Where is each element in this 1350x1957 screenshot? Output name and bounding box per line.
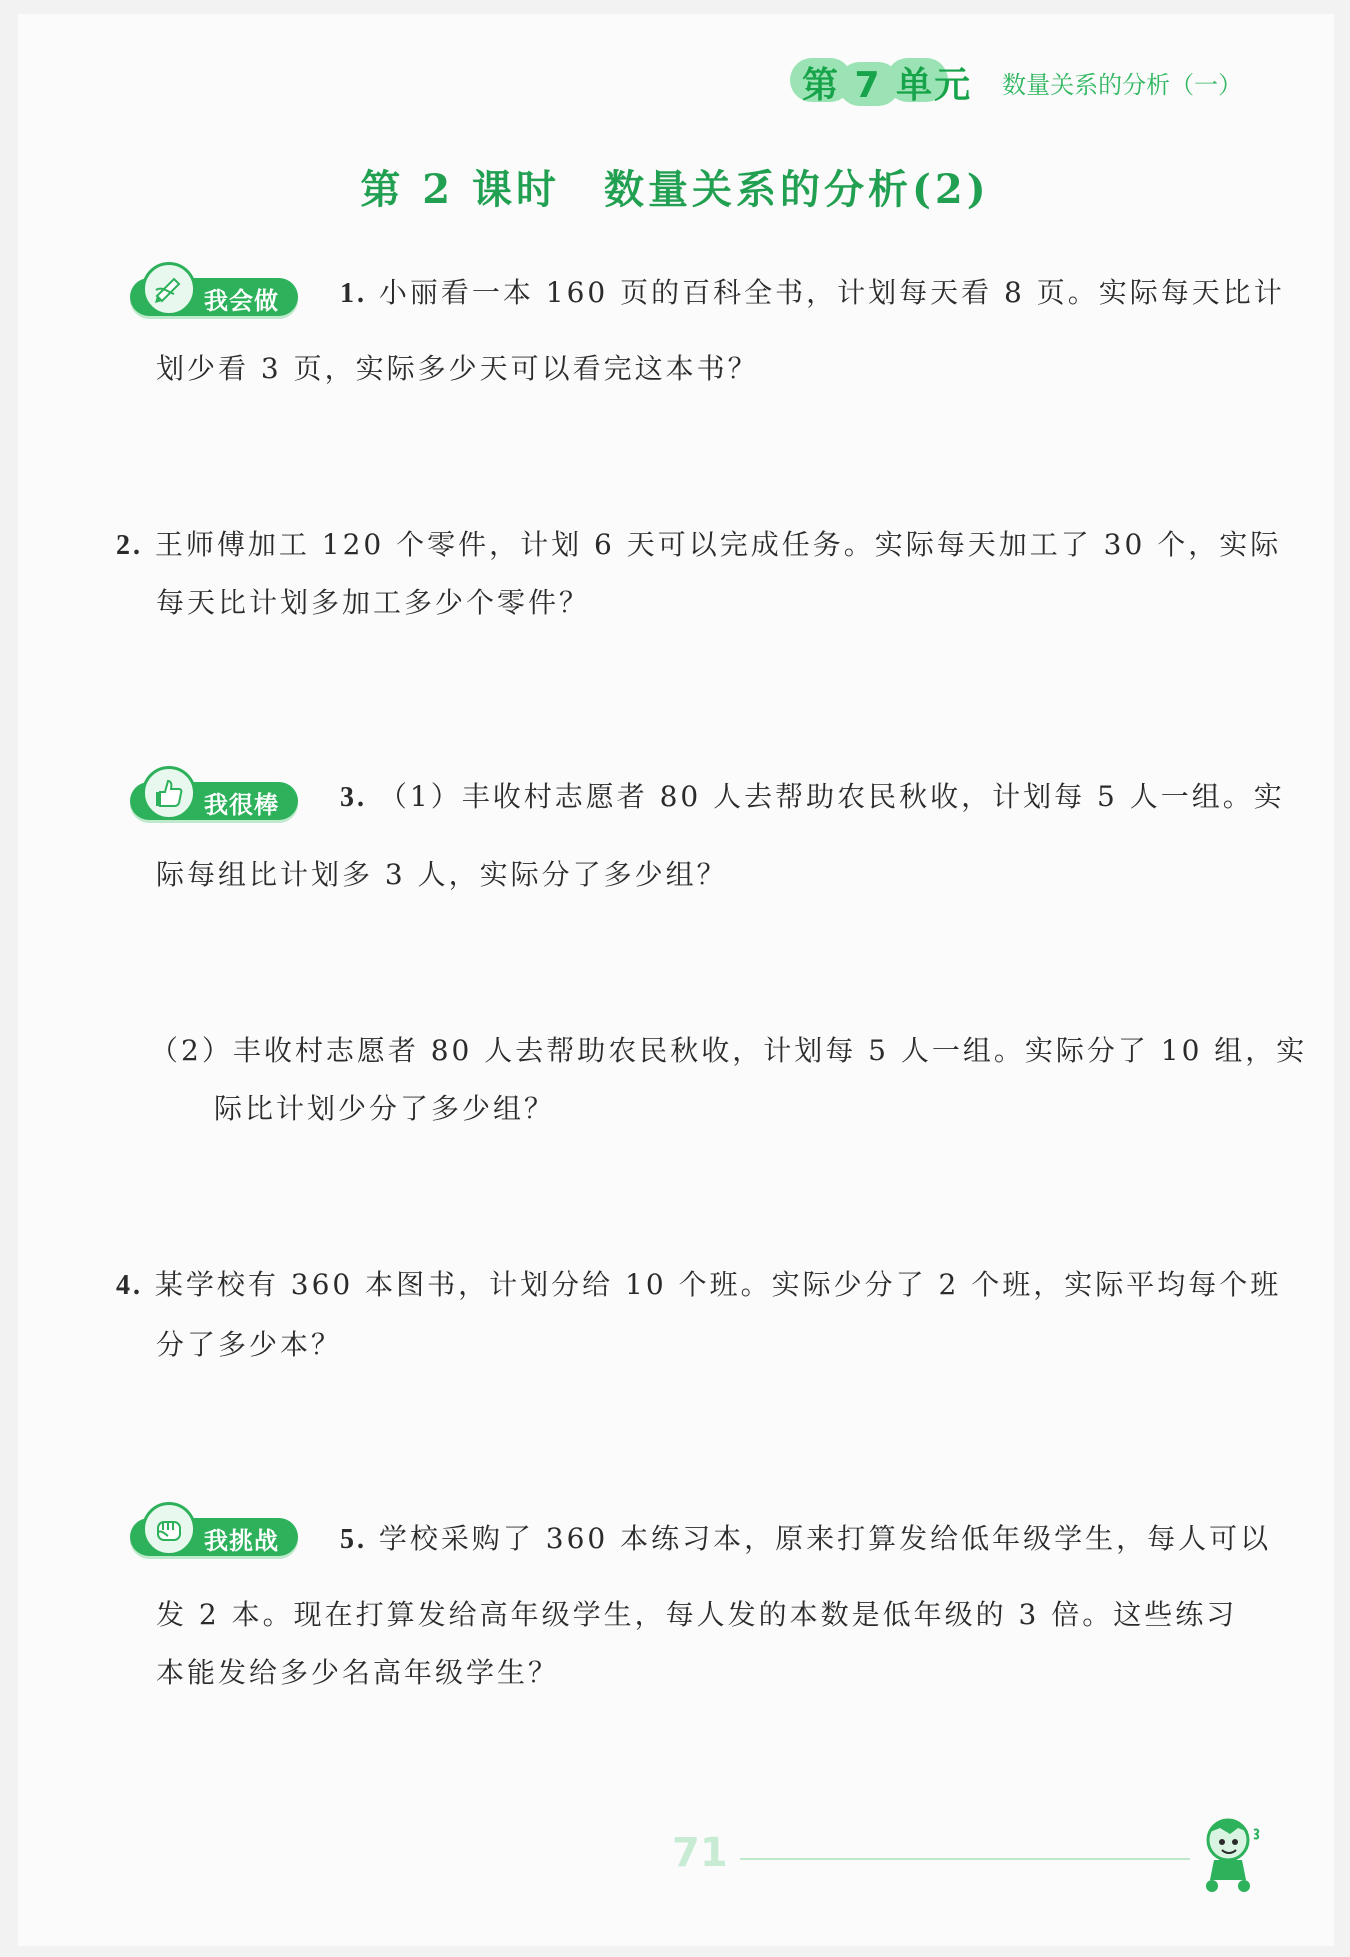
mascot-icon <box>1190 1810 1270 1894</box>
question-3-line-2: 际每组比计划多 3 人，实际分了多少组？ <box>156 858 728 891</box>
badge-great <box>122 766 302 824</box>
lesson-number: 第 2 课时 <box>360 166 560 213</box>
question-4-line-1: 4. 某学校有 360 本图书，计划分给 10 个班。实际少分了 2 个班，实际平均每个班 <box>116 1268 1282 1301</box>
question-1-line-1: 1. 小丽看一本 160 页的百科全书，计划每天看 8 页。实际每天比计 <box>340 276 1285 309</box>
question-number: 3. <box>340 782 367 813</box>
thumbs-up-icon <box>142 766 196 820</box>
question-number: 5. <box>340 1524 367 1555</box>
unit-subtitle: 数量关系的分析（一） <box>1002 70 1243 99</box>
pencil-hand-icon <box>142 262 196 316</box>
question-number: 1. <box>340 278 367 309</box>
question-number: 4. <box>116 1270 143 1301</box>
question-4-line-2: 分了多少本？ <box>156 1328 343 1361</box>
question-3-line-1: 3. （1）丰收村志愿者 80 人去帮助农民秋收，计划每 5 人一组。实 <box>340 780 1285 813</box>
unit-title-highlight <box>790 54 984 110</box>
unit-title: 第 7 单元 <box>802 64 973 106</box>
question-5-line-1: 5. 学校采购了 360 本练习本，原来打算发给低年级学生，每人可以 <box>340 1522 1272 1555</box>
badge-challenge <box>122 1502 302 1560</box>
question-3-2-line-2: 际比计划少分了多少组？ <box>214 1092 556 1125</box>
footer-divider <box>740 1858 1190 1860</box>
question-number: 2. <box>116 530 143 561</box>
question-5-line-2: 发 2 本。现在打算发给高年级学生，每人发的本数是低年级的 3 倍。这些练习 <box>156 1598 1238 1631</box>
question-1-line-2: 划少看 3 页，实际多少天可以看完这本书？ <box>156 352 759 385</box>
lesson-topic: 数量关系的分析(2) <box>604 166 990 213</box>
badge-label: 我很棒 <box>204 791 279 819</box>
question-2-line-2: 每天比计划多加工多少个零件？ <box>156 586 591 619</box>
question-3-2-line-1: （2）丰收村志愿者 80 人去帮助农民秋收，计划每 5 人一组。实际分了 10 组，实 <box>150 1034 1308 1067</box>
badge-label: 我挑战 <box>204 1527 279 1555</box>
badge-can-do <box>122 262 302 320</box>
question-2-line-1: 2. 王师傅加工 120 个零件，计划 6 天可以完成任务。实际每天加工了 30 个，实际 <box>116 528 1282 561</box>
lesson-title <box>0 158 1350 215</box>
question-5-line-3: 本能发给多少名高年级学生？ <box>156 1656 560 1689</box>
fist-icon <box>142 1502 196 1556</box>
badge-label: 我会做 <box>204 287 279 315</box>
unit-header <box>790 54 1242 110</box>
page-number: 71 <box>672 1830 728 1876</box>
